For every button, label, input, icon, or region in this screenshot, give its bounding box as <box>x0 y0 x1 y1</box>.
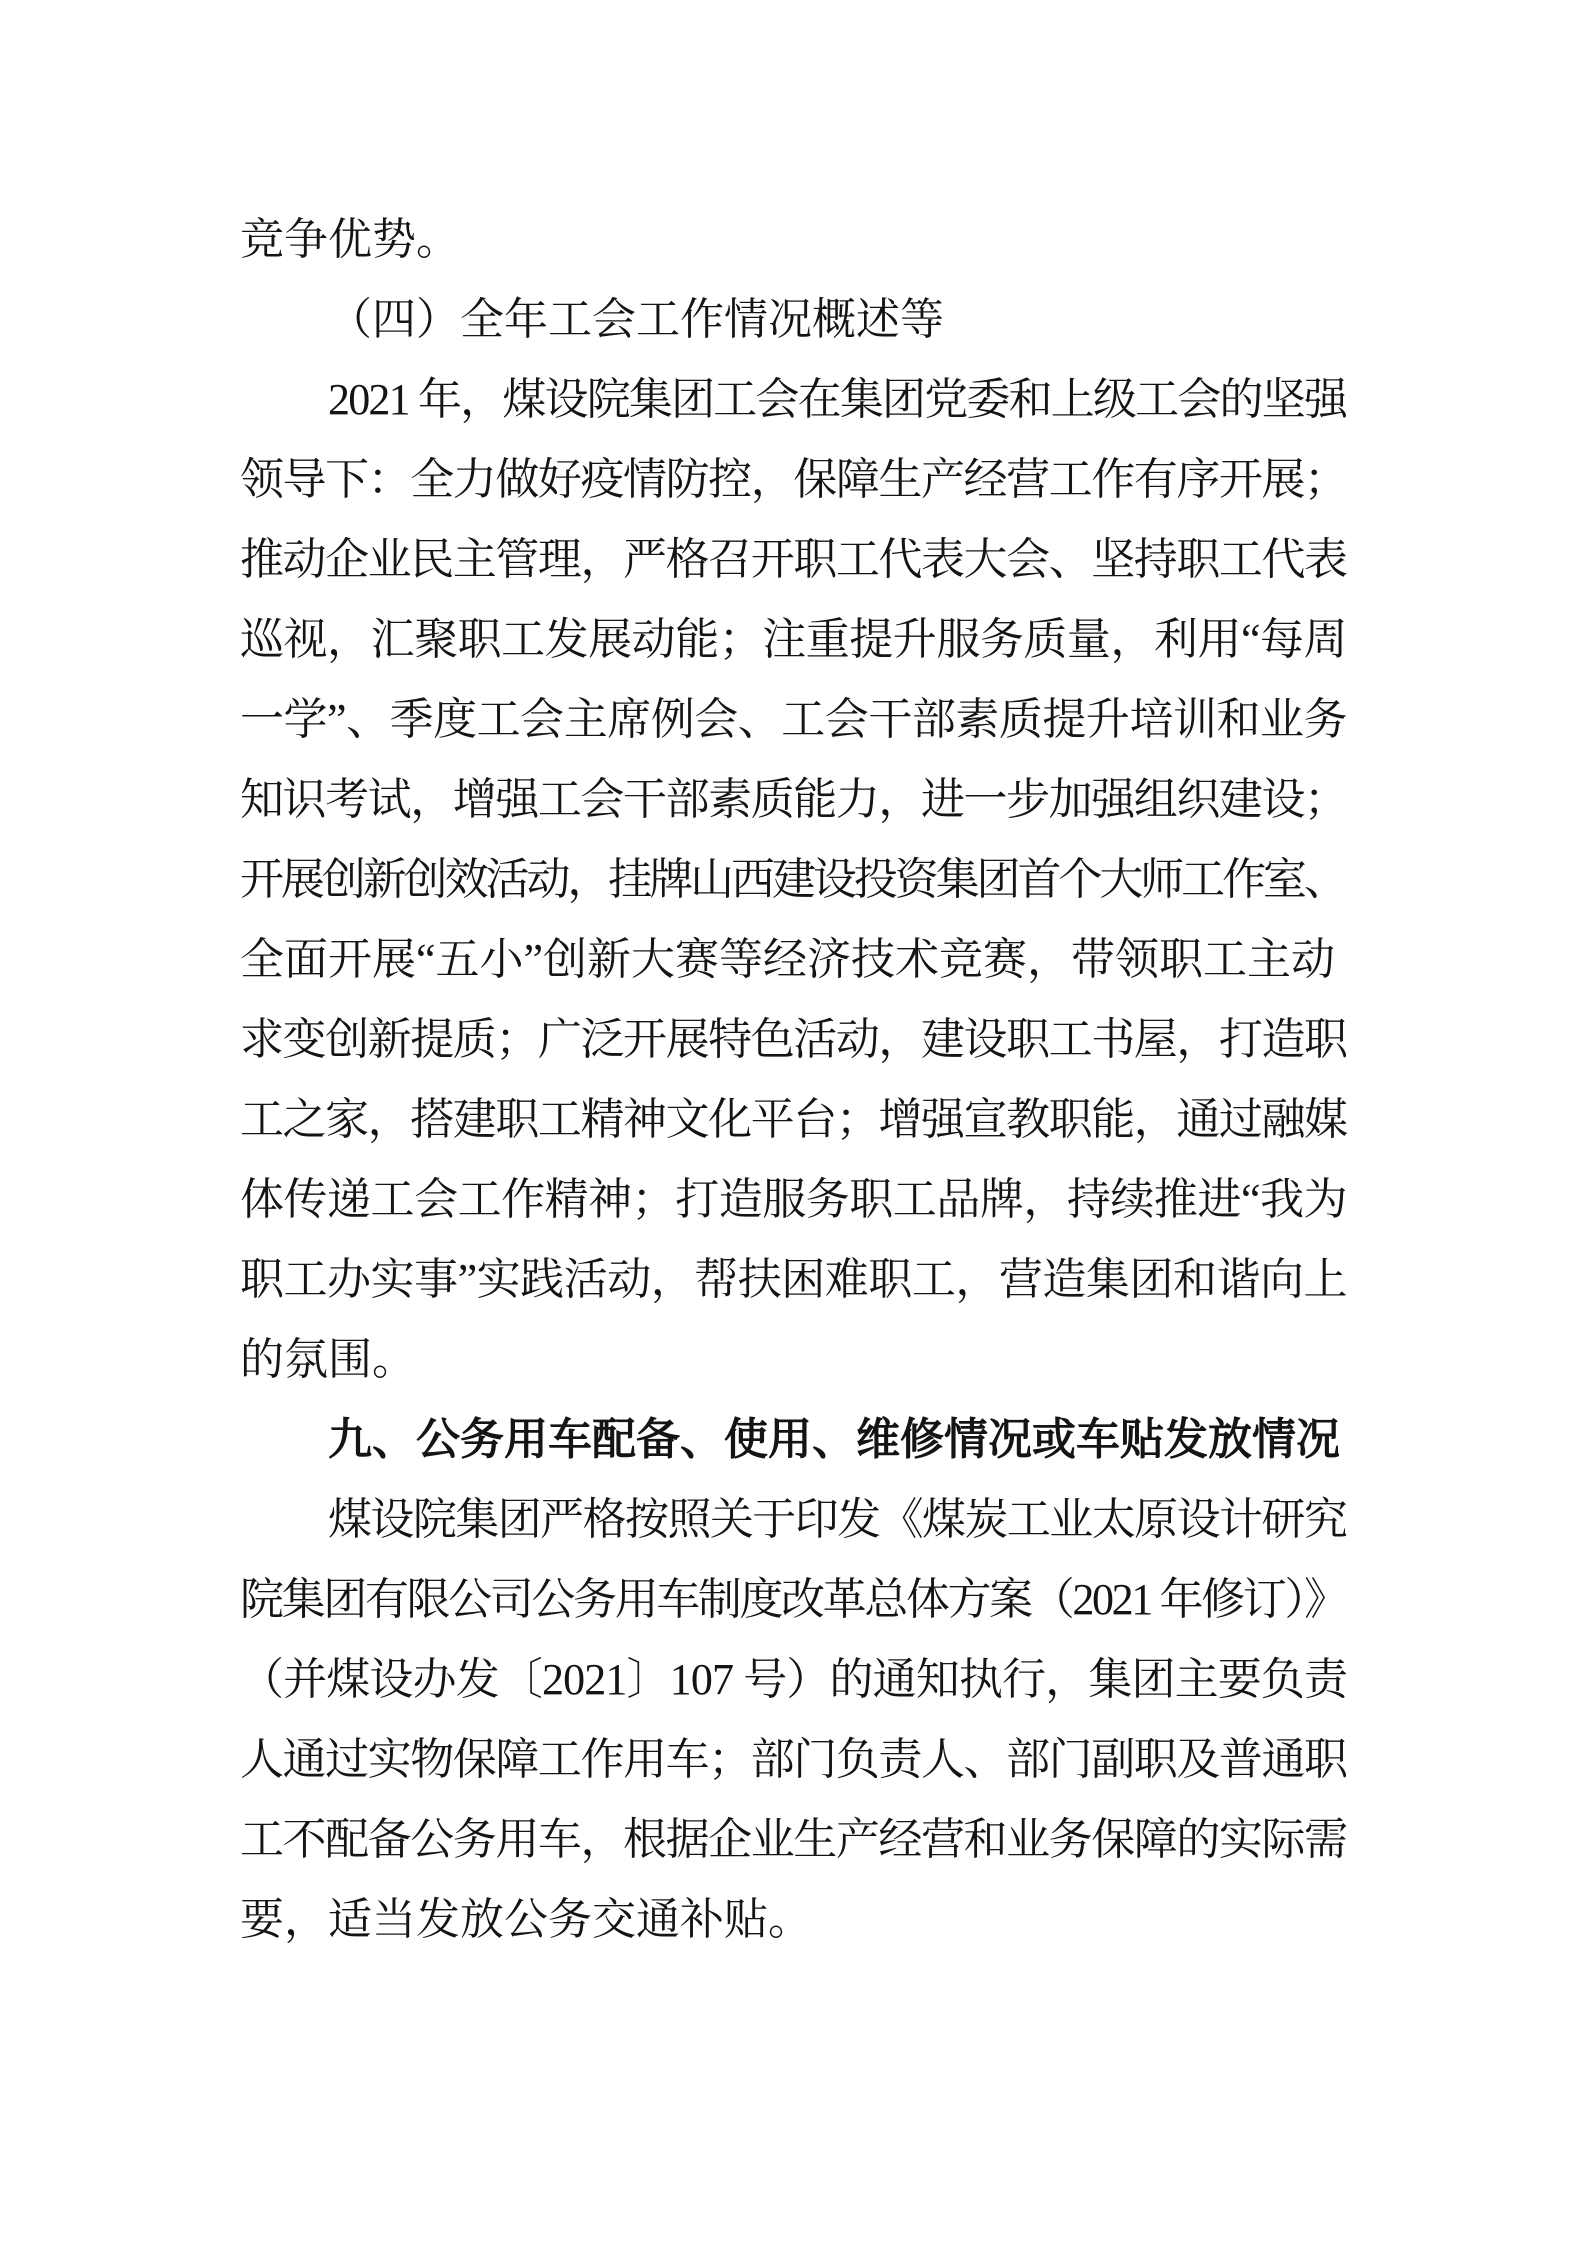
text-line: 领导下：全力做好疫情防控，保障生产经营工作有序开展； <box>240 455 1347 504</box>
text-line: 职工办实事”实践活动，帮扶困难职工，营造集团和谐向上 <box>240 1255 1348 1304</box>
text-line: 院集团有限公司公务用车制度改革总体方案（2021 年修订）》 <box>240 1575 1346 1624</box>
text-line: 的氛围。 <box>240 1335 416 1384</box>
text-line: 巡视，汇聚职工发展动能；注重提升服务质量，利用“每周 <box>240 615 1348 664</box>
text-line: （并煤设办发〔2021〕107 号）的通知执行，集团主要负责 <box>240 1655 1348 1704</box>
text-line: 推动企业民主管理，严格召开职工代表大会、坚持职工代表 <box>240 535 1347 584</box>
document-body <box>240 200 1348 1960</box>
text-line: 竞争优势。 <box>240 215 460 264</box>
text-line: 工之家，搭建职工精神文化平台；增强宣教职能，通过融媒 <box>240 1095 1347 1144</box>
text-line: 全面开展“五小”创新大赛等经济技术竞赛，带领职工主动 <box>240 935 1336 984</box>
text-line: 2021 年，煤设院集团工会在集团党委和上级工会的坚强 <box>328 375 1347 424</box>
text-line: 人通过实物保障工作用车；部门负责人、部门副职及普通职 <box>240 1735 1347 1784</box>
text-line: 煤设院集团严格按照关于印发《煤炭工业太原设计研究 <box>328 1495 1347 1544</box>
text-line: 体传递工会工作精神；打造服务职工品牌，持续推进“我为 <box>240 1175 1348 1224</box>
subsection-heading: （四）全年工会工作情况概述等 <box>328 295 944 344</box>
text-line: 开展创新创效活动，挂牌山西建设投资集团首个大师工作室、 <box>240 855 1345 904</box>
text-line: 一学”、季度工会主席例会、工会干部素质提升培训和业务 <box>240 695 1348 744</box>
text-line: 求变创新提质；广泛开展特色活动，建设职工书屋，打造职 <box>240 1015 1347 1064</box>
section-heading: 九、公务用车配备、使用、维修情况或车贴发放情况 <box>328 1415 1340 1464</box>
text-line: 知识考试，增强工会干部素质能力，进一步加强组织建设； <box>240 775 1347 824</box>
text-line: 工不配备公务用车，根据企业生产经营和业务保障的实际需 <box>240 1815 1347 1864</box>
text-line: 要，适当发放公务交通补贴。 <box>240 1895 812 1944</box>
